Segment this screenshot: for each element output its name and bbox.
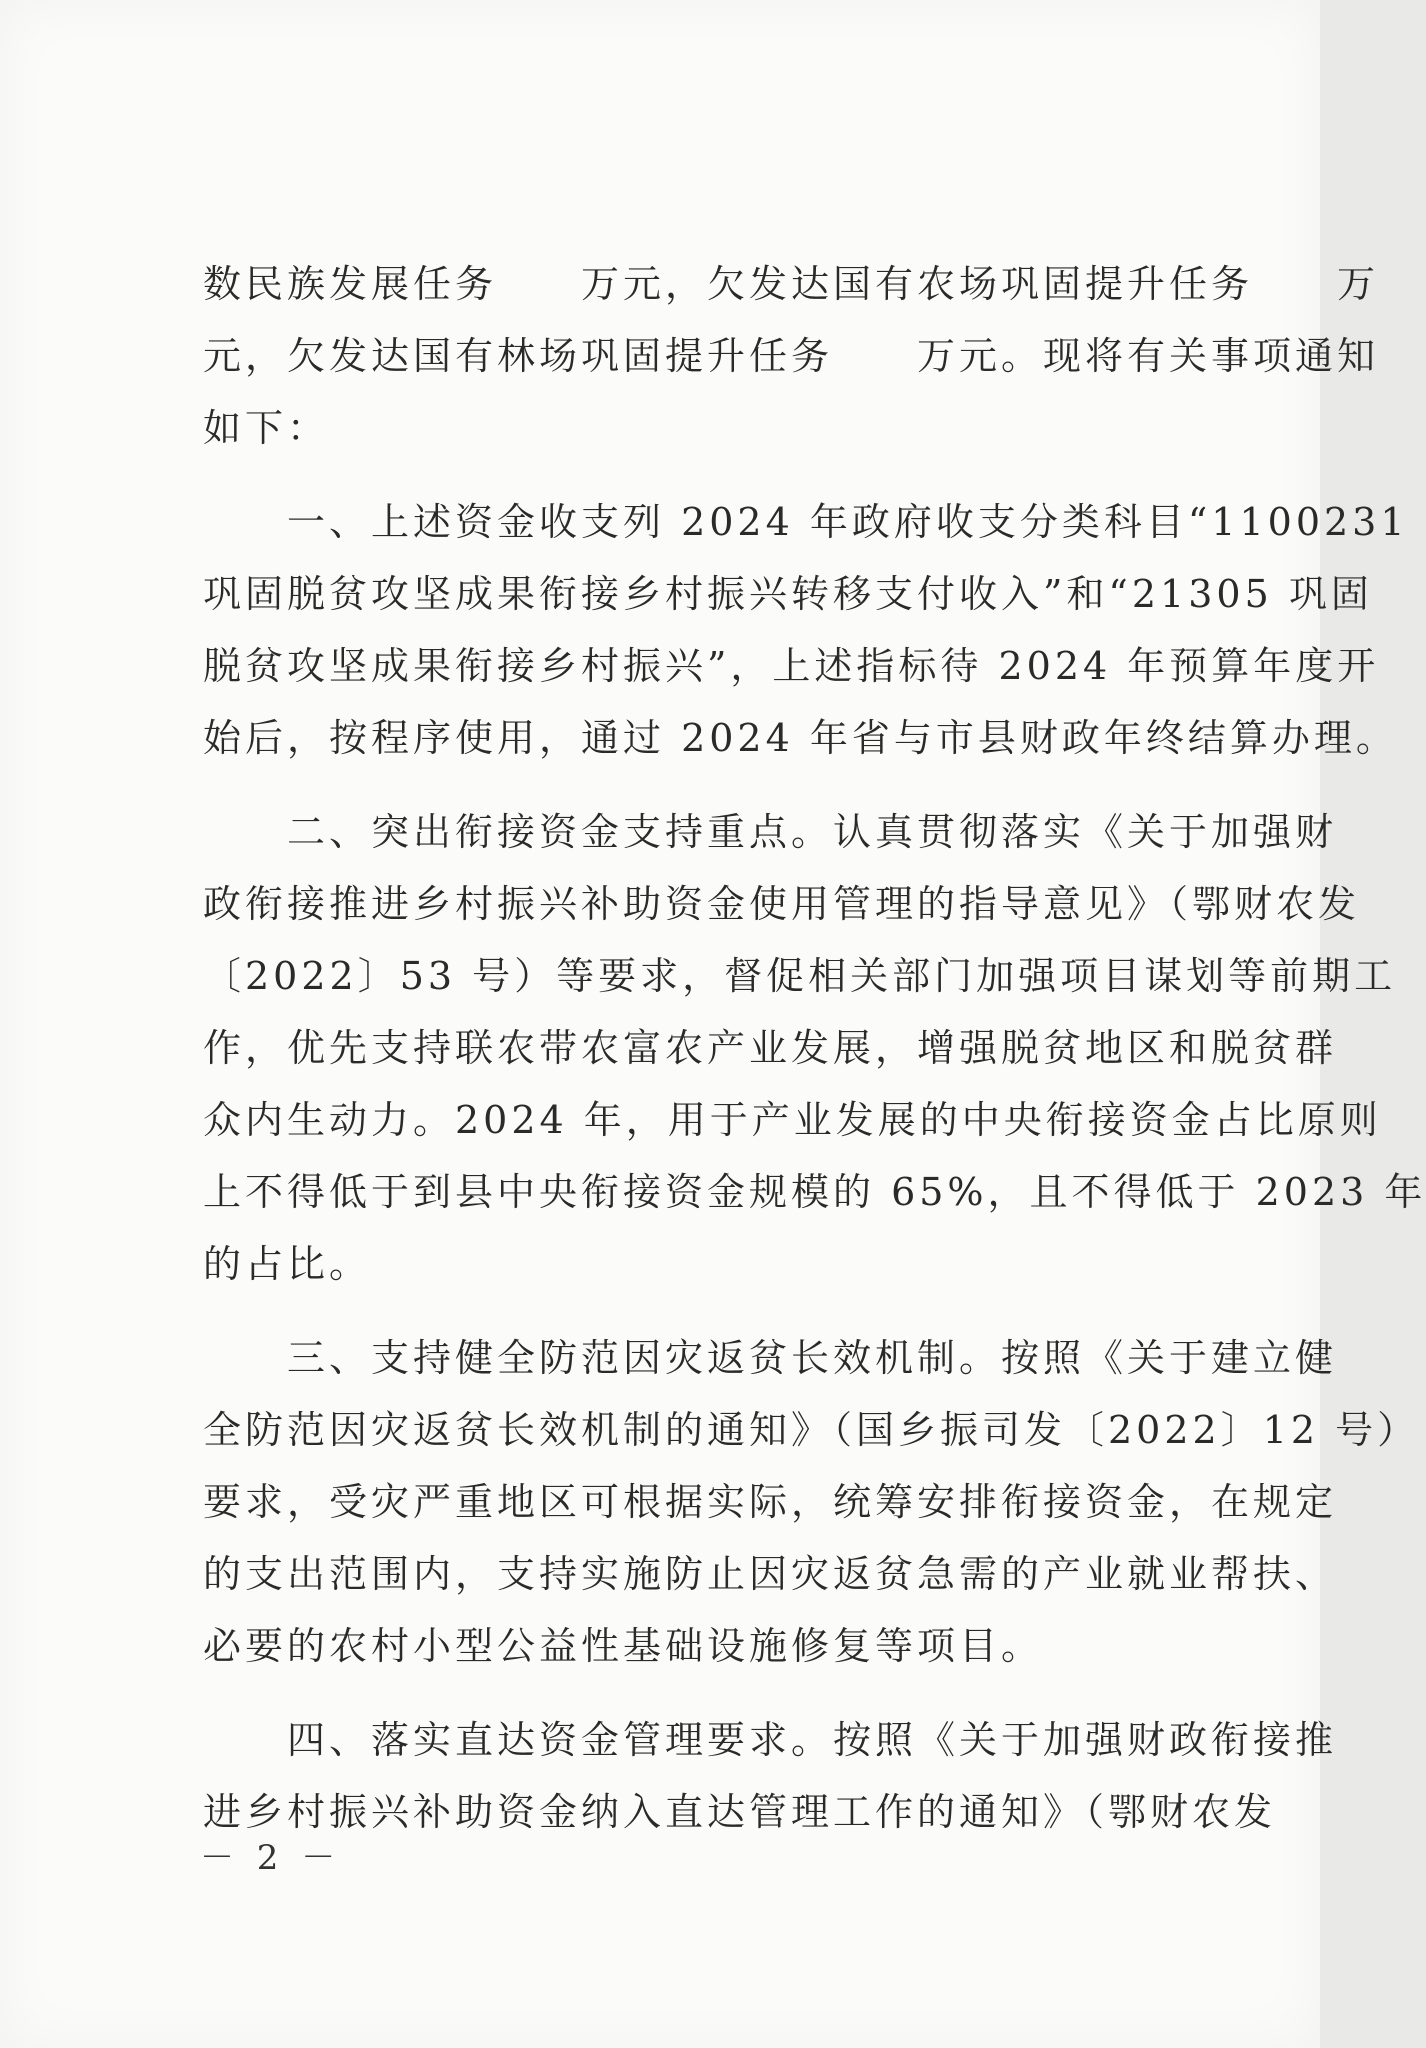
text-line: 上不得低于到县中央衔接资金规模的 65%，且不得低于 2023 年 (203, 1170, 1426, 1214)
text-line: 的支出范围内，支持实施防止因灾返贫急需的产业就业帮扶、 (203, 1552, 1338, 1596)
text-line: 如下： (203, 406, 330, 450)
text-line: 脱贫攻坚成果衔接乡村振兴”，上述指标待 2024 年预算年度开 (203, 644, 1380, 688)
text-line: 必要的农村小型公益性基础设施修复等项目。 (203, 1624, 1044, 1668)
text-line: 全防范因灾返贫长效机制的通知》（国乡振司发〔2022〕12 号） (203, 1408, 1420, 1452)
document-body (203, 248, 1426, 1848)
text-line: 作，优先支持联农带农富农产业发展，增强脱贫地区和脱贫群 (203, 1026, 1338, 1070)
text-line: 的占比。 (203, 1242, 372, 1286)
text-line: 政衔接推进乡村振兴补助资金使用管理的指导意见》（鄂财农发 (203, 882, 1361, 926)
text-line: 二、突出衔接资金支持重点。认真贯彻落实《关于加强财 (203, 810, 1338, 854)
text-line: 元，欠发达国有林场巩固提升任务 万元。现将有关事项通知 (203, 334, 1380, 378)
text-line: 〔2022〕53 号）等要求，督促相关部门加强项目谋划等前期工 (203, 954, 1397, 998)
text-line: 要求，受灾严重地区可根据实际，统筹安排衔接资金，在规定 (203, 1480, 1338, 1524)
text-line: 一、上述资金收支列 2024 年政府收支分类科目“1100231 (203, 500, 1409, 544)
text-line: 始后，按程序使用，通过 2024 年省与市县财政年终结算办理。 (203, 716, 1398, 760)
page-number: － 2 － (200, 1838, 342, 1878)
text-line: 三、支持健全防范因灾返贫长效机制。按照《关于建立健 (203, 1336, 1338, 1380)
text-line: 进乡村振兴补助资金纳入直达管理工作的通知》（鄂财农发 (203, 1790, 1277, 1834)
text-line: 数民族发展任务 万元，欠发达国有农场巩固提升任务 万 (203, 262, 1380, 306)
text-line: 众内生动力。2024 年，用于产业发展的中央衔接资金占比原则 (203, 1098, 1382, 1142)
text-line: 四、落实直达资金管理要求。按照《关于加强财政衔接推 (203, 1718, 1338, 1762)
text-line: 巩固脱贫攻坚成果衔接乡村振兴转移支付收入”和“21305 巩固 (203, 572, 1373, 616)
